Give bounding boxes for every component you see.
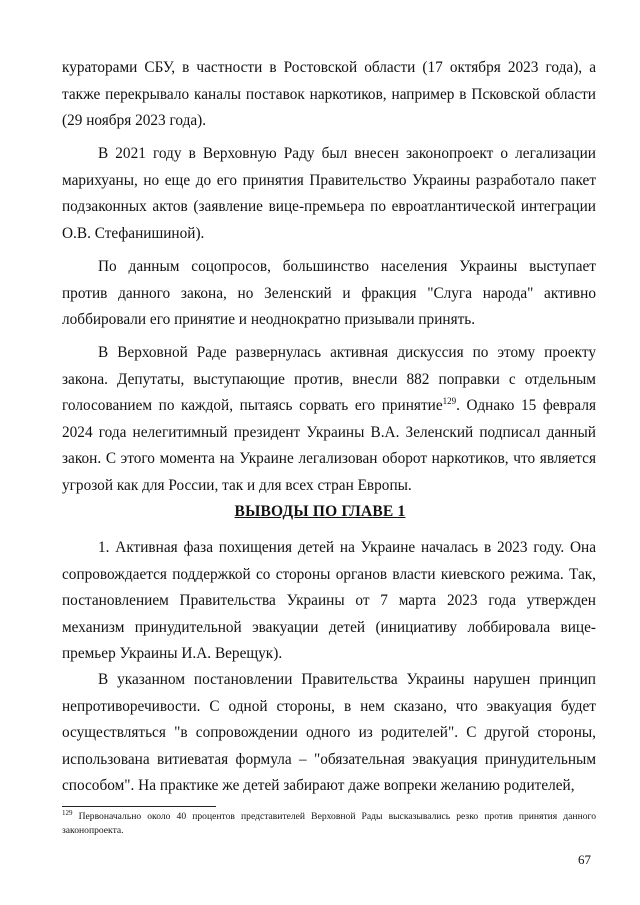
paragraph-rada-text-before: В Верховной Раде развернулась активная дискуссия по этому проекту закона. Депутаты, выступающие против, внесли 882 поправки с отдельным голосованием по каждой, пытаясь сорвать его принятие xyxy=(62,344,596,415)
paragraph-polls: По данным соцопросов, большинство населения Украины выступает против данного закона, но Зеленский и фракция "Слуга народа" активно лоббировали его принятие и неоднократно призывали принять. xyxy=(62,258,596,329)
footnote-text: Первоначально около 40 процентов представителей Верховной Рады высказывались резко против принятия данного законопроекта. xyxy=(62,811,596,836)
paragraph-marijuana-bill: В 2021 году в Верховную Раду был внесен законопроект о легализации марихуаны, но еще до его принятия Правительство Украины разработало пакет подзаконных актов (заявление вице-премьера по евроатлантической интеграции О.В. Стефанишиной). xyxy=(62,145,596,242)
paragraph-rada-text-after: . Однако 15 февраля 2024 года нелегитимный президент Украины В.А. Зеленский подписал данный закон. С этого момента на Украине легализован оборот наркотиков, что является угрозой как для России, так и для всех стран Европы. xyxy=(62,397,596,494)
paragraph-rada-discussion xyxy=(62,340,596,500)
footnote-divider xyxy=(62,806,216,807)
section-heading: ВЫВОДЫ ПО ГЛАВЕ 1 xyxy=(234,503,406,520)
paragraph-sbu-curators: кураторами СБУ, в частности в Ростовской области (17 октября 2023 года), а также перекрывало каналы поставок наркотиков, например в Псковской области (29 ноября 2023 года). xyxy=(62,59,596,130)
paragraph-conclusion-1: 1. Активная фаза похищения детей на Украине началась в 2023 году. Она сопровождается поддержкой со стороны органов власти киевского режима. Так, постановлением Правительства Украины от 7 марта 2023 года утвержден механизм принудительной эвакуации детей (инициативу лоббировала вице-премьер Украины И.А. Верещук). xyxy=(62,539,596,663)
paragraph-conclusion-2: В указанном постановлении Правительства Украины нарушен принцип непротиворечивости. С одной стороны, в нем сказано, что эвакуация будет осуществляться "в сопровождении одного из родителей". С другой стороны, использована витиеватая формула – "обязательная эвакуация принудительным способом". На практике же детей забирают даже вопреки желанию родителей, xyxy=(62,671,596,795)
footnote-reference: 129 xyxy=(442,396,457,407)
page-number: 67 xyxy=(578,852,591,867)
footnote-number: 129 xyxy=(62,808,73,817)
footnote xyxy=(62,810,596,838)
